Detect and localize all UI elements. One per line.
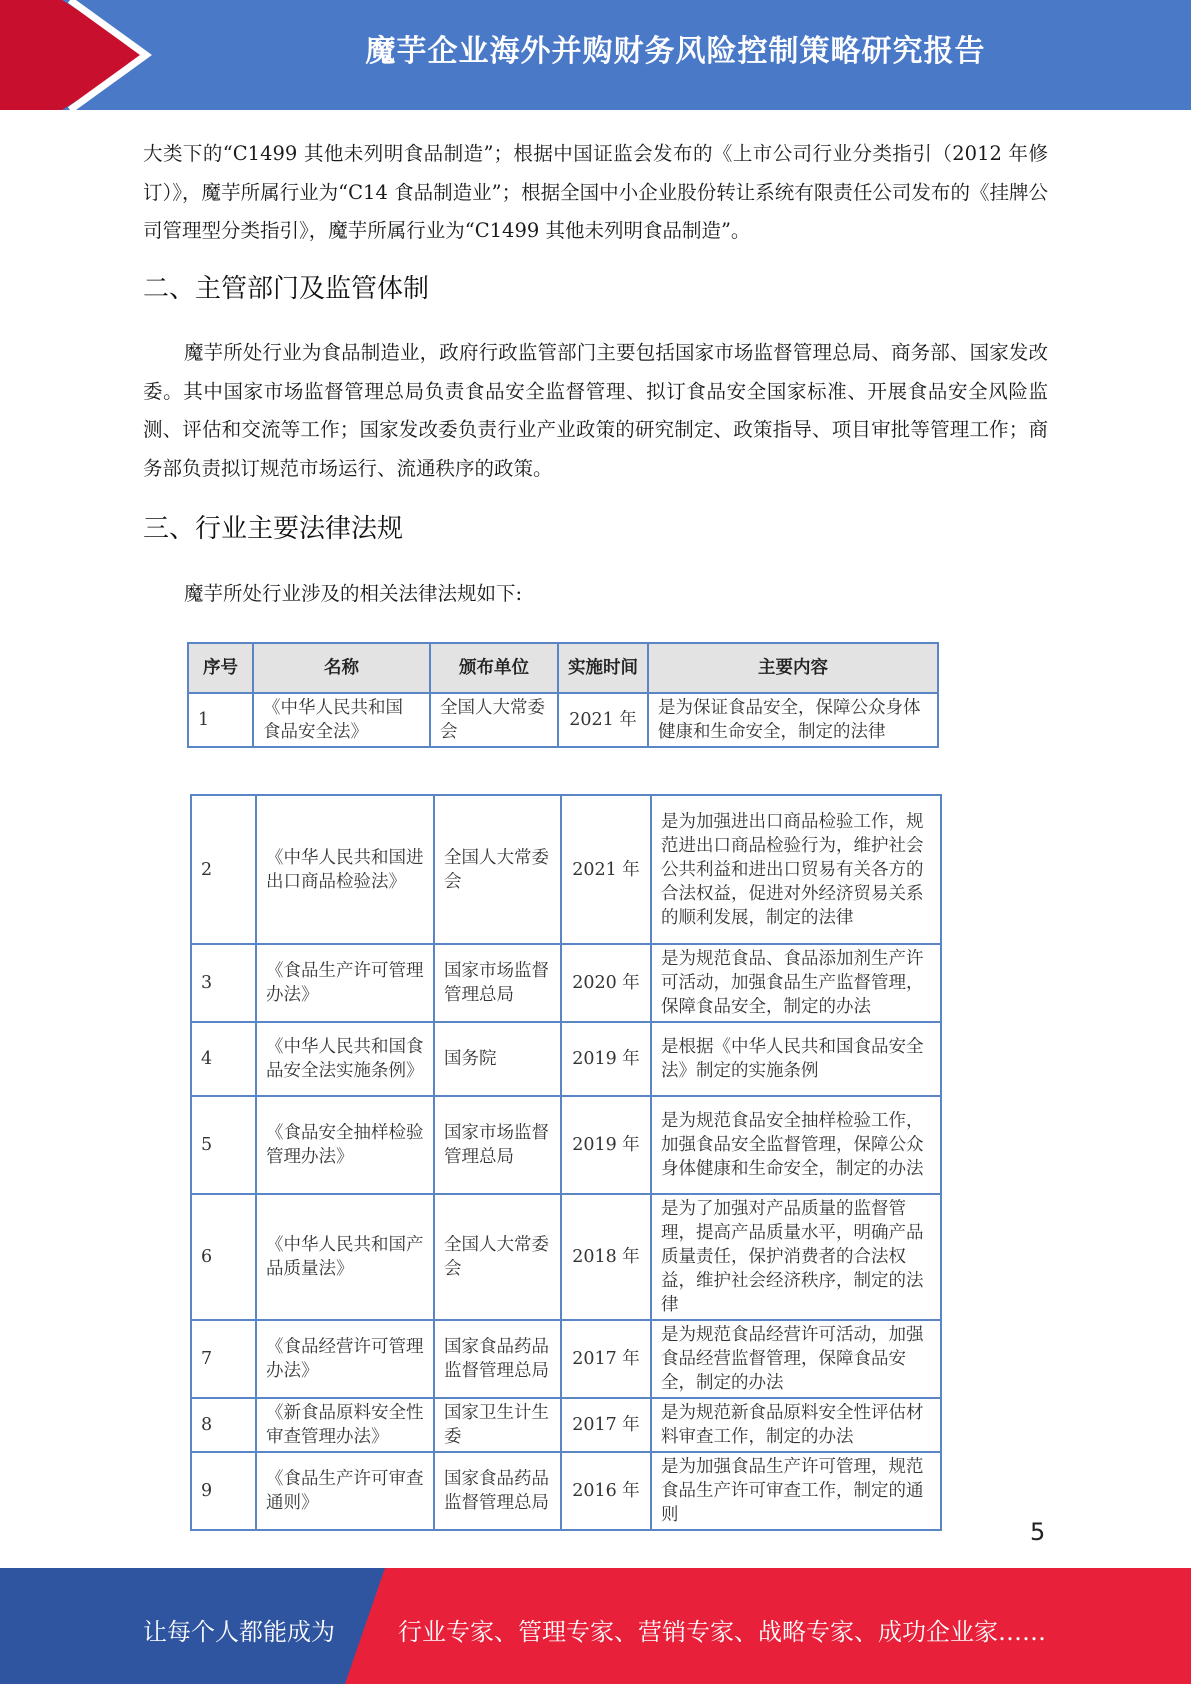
cell-date: 2019 年 [561,1022,651,1096]
footer-slogan-left: 让每个人都能成为 [143,1618,335,1646]
laws-table-part1 [187,642,939,748]
laws-lead-sentence: 魔芋所处行业涉及的相关法律法规如下: [184,582,523,605]
cell-no: 8 [191,1398,256,1452]
table-row [191,944,941,1022]
section-heading-regulation: 二、主管部门及监管体制 [143,274,430,304]
cell-no: 3 [191,944,256,1022]
cell-name: 《中华人民共和国进出口商品检验法》 [256,795,434,944]
cell-date: 2021 年 [561,795,651,944]
cell-date: 2017 年 [561,1398,651,1452]
cell-name: 《食品经营许可管理办法》 [256,1320,434,1398]
cell-issuer: 国家食品药品监督管理总局 [434,1320,561,1398]
cell-no: 6 [191,1194,256,1320]
cell-issuer: 全国人大常委会 [430,693,558,747]
table-row [191,795,941,944]
intro-paragraph: 大类下的“C1499 其他未列明食品制造”；根据中国证监会发布的《上市公司行业分类指引（2012 年修订）》，魔芋所属行业为“C14 食品制造业”；根据全国中小企业股份转让系统有限责任公司发布的《挂牌公司管理型分类指引》，魔芋所属行业为“C1499 其他未列明食品制造”。 [143,142,1048,242]
cell-content: 是为加强进出口商品检验工作，规范进出口商品检验行为，维护社会公共利益和进出口贸易有关各方的合法权益，促进对外经济贸易关系的顺利发展，制定的法律 [651,795,941,944]
header-cell-no: 序号 [188,643,253,693]
page-header [0,0,1191,110]
cell-issuer: 国家市场监督管理总局 [434,1096,561,1194]
table-row [191,1452,941,1530]
cell-name: 《中华人民共和国食品安全法》 [253,693,430,747]
cell-content: 是为了加强对产品质量的监督管理，提高产品质量水平，明确产品质量责任，保护消费者的合法权益，维护社会经济秩序，制定的法律 [651,1194,941,1320]
header-cell-issuer: 颁布单位 [430,643,558,693]
cell-content: 是为规范新食品原料安全性评估材料审查工作，制定的办法 [651,1398,941,1452]
footer-slogan-right: 行业专家、管理专家、营销专家、战略专家、成功企业家…… [398,1618,1046,1646]
header-cell-content: 主要内容 [648,643,938,693]
cell-name: 《中华人民共和国食品安全法实施条例》 [256,1022,434,1096]
cell-issuer: 国家食品药品监督管理总局 [434,1452,561,1530]
cell-no: 9 [191,1452,256,1530]
cell-content: 是为规范食品安全抽样检验工作，加强食品安全监督管理，保障公众身体健康和生命安全，制定的办法 [651,1096,941,1194]
cell-date: 2018 年 [561,1194,651,1320]
cell-no: 4 [191,1022,256,1096]
cell-content: 是为规范食品经营许可活动，加强食品经营监督管理，保障食品安全，制定的办法 [651,1320,941,1398]
table-header-row [188,643,938,693]
cell-content: 是为规范食品、食品添加剂生产许可活动，加强食品生产监督管理，保障食品安全，制定的办法 [651,944,941,1022]
table-row [188,693,938,747]
section-heading-laws: 三、行业主要法律法规 [143,514,404,544]
header-cell-name: 名称 [253,643,430,693]
cell-name: 《食品安全抽样检验管理办法》 [256,1096,434,1194]
cell-content: 是为保证食品安全，保障公众身体健康和生命安全，制定的法律 [648,693,938,747]
cell-issuer: 全国人大常委会 [434,795,561,944]
cell-no: 5 [191,1096,256,1194]
table-row [191,1022,941,1096]
cell-name: 《中华人民共和国产品质量法》 [256,1194,434,1320]
table-row [191,1194,941,1320]
cell-no: 2 [191,795,256,944]
cell-no: 1 [188,693,253,747]
cell-date: 2020 年 [561,944,651,1022]
cell-content: 是根据《中华人民共和国食品安全法》制定的实施条例 [651,1022,941,1096]
cell-name: 《食品生产许可审查通则》 [256,1452,434,1530]
page-footer [0,1568,1191,1684]
laws-table-part2 [190,794,942,1531]
page-number: 5 [1030,1518,1046,1546]
cell-content: 是为加强食品生产许可管理，规范食品生产许可审查工作，制定的通则 [651,1452,941,1530]
regulation-paragraph: 魔芋所处行业为食品制造业，政府行政监管部门主要包括国家市场监督管理总局、商务部、国家发改委。其中国家市场监督管理总局负责食品安全监督管理、拟订食品安全国家标准、开展食品安全风险监测、评估和交流等工作；国家发改委负责行业产业政策的研究制定、政策指导、项目审批等管理工作；商务部负责拟订规范市场运行、流通秩序的政策。 [143,341,1048,480]
table-row [191,1398,941,1452]
cell-no: 7 [191,1320,256,1398]
report-title: 魔芋企业海外并购财务风险控制策略研究报告 [365,34,986,69]
cell-date: 2016 年 [561,1452,651,1530]
cell-name: 《食品生产许可管理办法》 [256,944,434,1022]
cell-name: 《新食品原料安全性审查管理办法》 [256,1398,434,1452]
header-cell-date: 实施时间 [558,643,648,693]
cell-issuer: 国务院 [434,1022,561,1096]
cell-issuer: 国家市场监督管理总局 [434,944,561,1022]
table-row [191,1096,941,1194]
cell-date: 2017 年 [561,1320,651,1398]
cell-issuer: 国家卫生计生委 [434,1398,561,1452]
table-row [191,1320,941,1398]
cell-issuer: 全国人大常委会 [434,1194,561,1320]
cell-date: 2021 年 [558,693,648,747]
cell-date: 2019 年 [561,1096,651,1194]
